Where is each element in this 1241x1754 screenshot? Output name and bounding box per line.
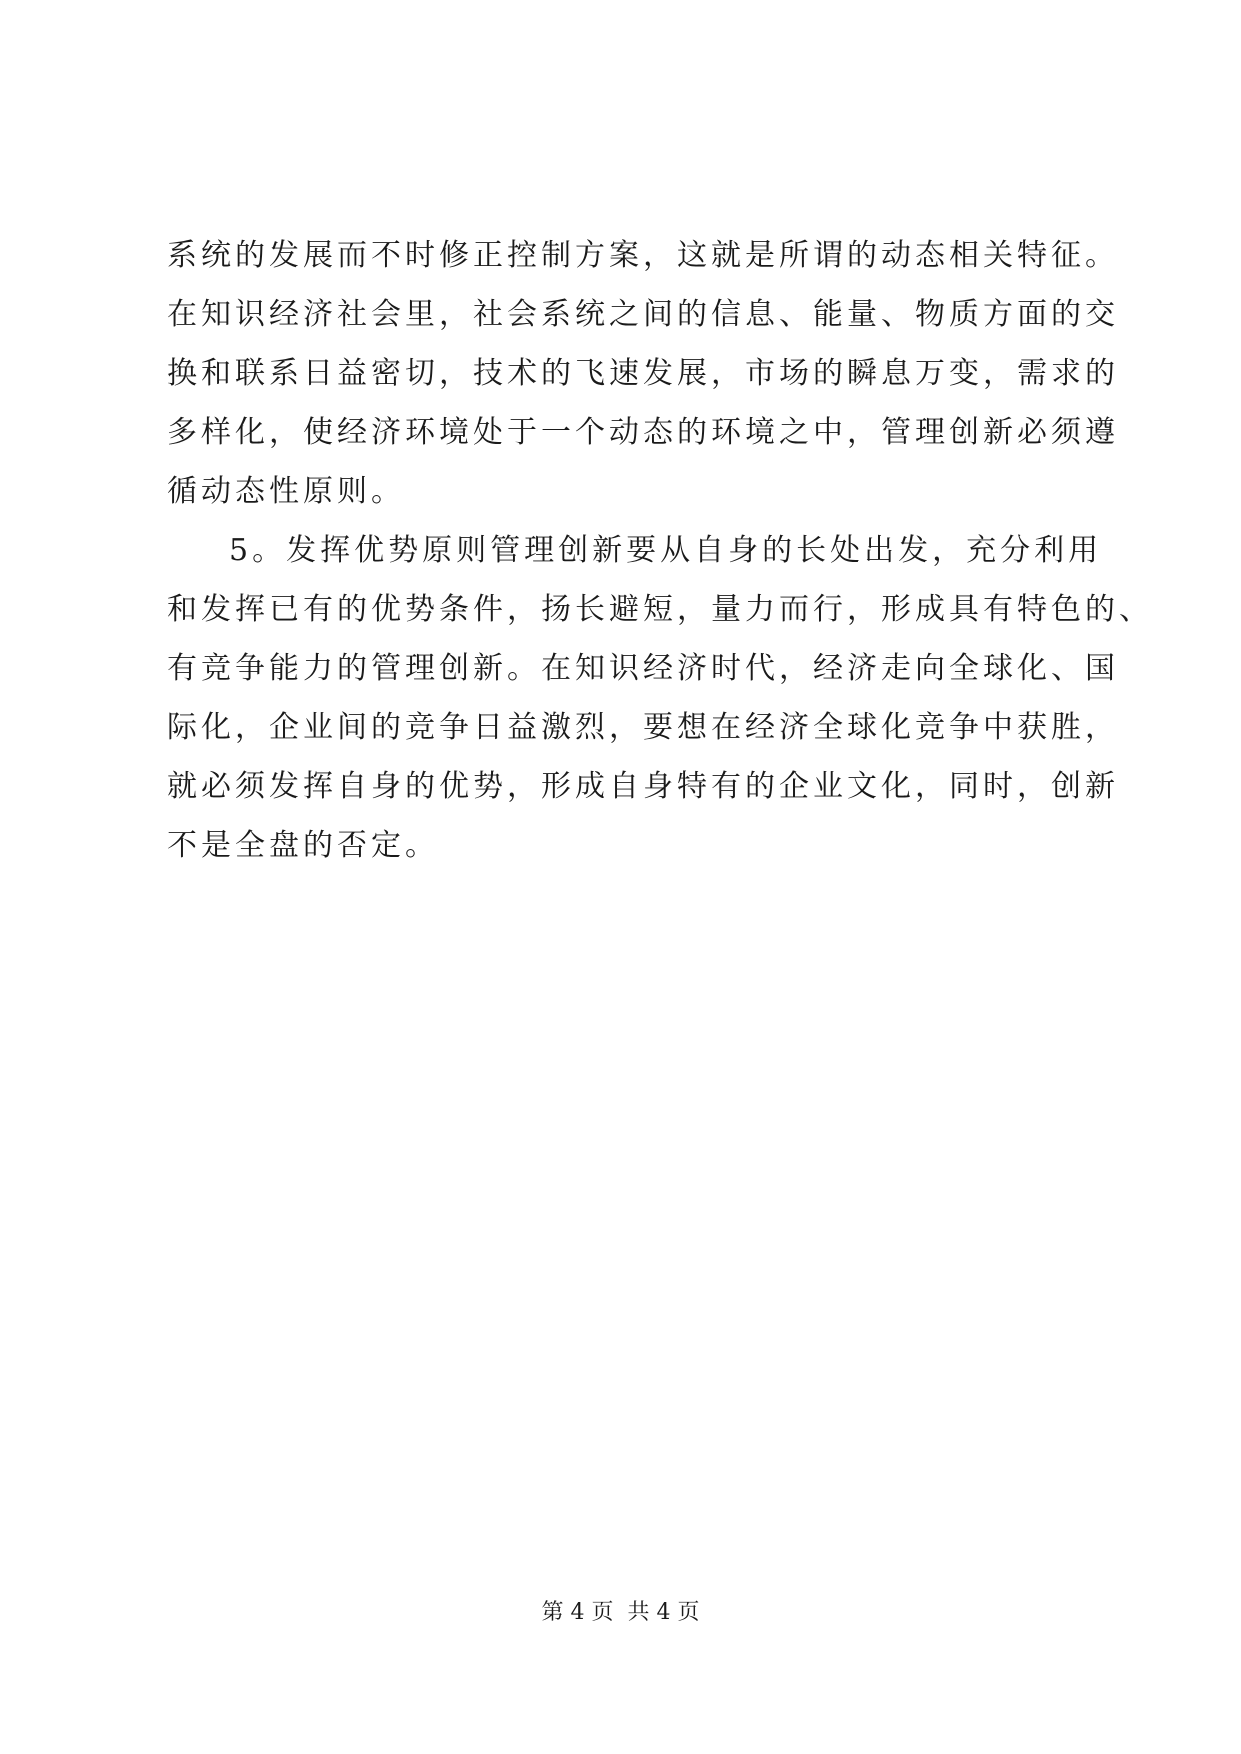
paragraph-dynamic-principle <box>167 226 1119 521</box>
text-line: 循动态性原则。 <box>167 474 405 509</box>
text-line: 换和联系日益密切，技术的飞速发展，市场的瞬息万变，需求的 <box>167 356 1119 391</box>
text-line: 多样化，使经济环境处于一个动态的环境之中，管理创新必须遵 <box>167 415 1119 450</box>
text-line: 就必须发挥自身的优势，形成自身特有的企业文化，同时，创新 <box>167 769 1119 804</box>
text-line: 5。发挥优势原则管理创新要从自身的长处出发，充分利用 <box>229 533 1103 568</box>
text-line: 系统的发展而不时修正控制方案，这就是所谓的动态相关特征。 <box>167 238 1119 273</box>
text-line: 有竞争能力的管理创新。在知识经济时代，经济走向全球化、国 <box>167 651 1119 686</box>
text-line: 在知识经济社会里，社会系统之间的信息、能量、物质方面的交 <box>167 297 1119 332</box>
paragraph-advantage-principle <box>167 521 1153 875</box>
document-body <box>167 226 1153 875</box>
text-line: 和发挥已有的优势条件，扬长避短，量力而行，形成具有特色的、 <box>167 592 1153 627</box>
text-line: 不是全盘的否定。 <box>167 828 439 863</box>
text-line: 际化，企业间的竞争日益激烈，要想在经济全球化竞争中获胜， <box>167 710 1119 745</box>
page-number-footer: 第 4 页 共 4 页 <box>541 1600 700 1625</box>
